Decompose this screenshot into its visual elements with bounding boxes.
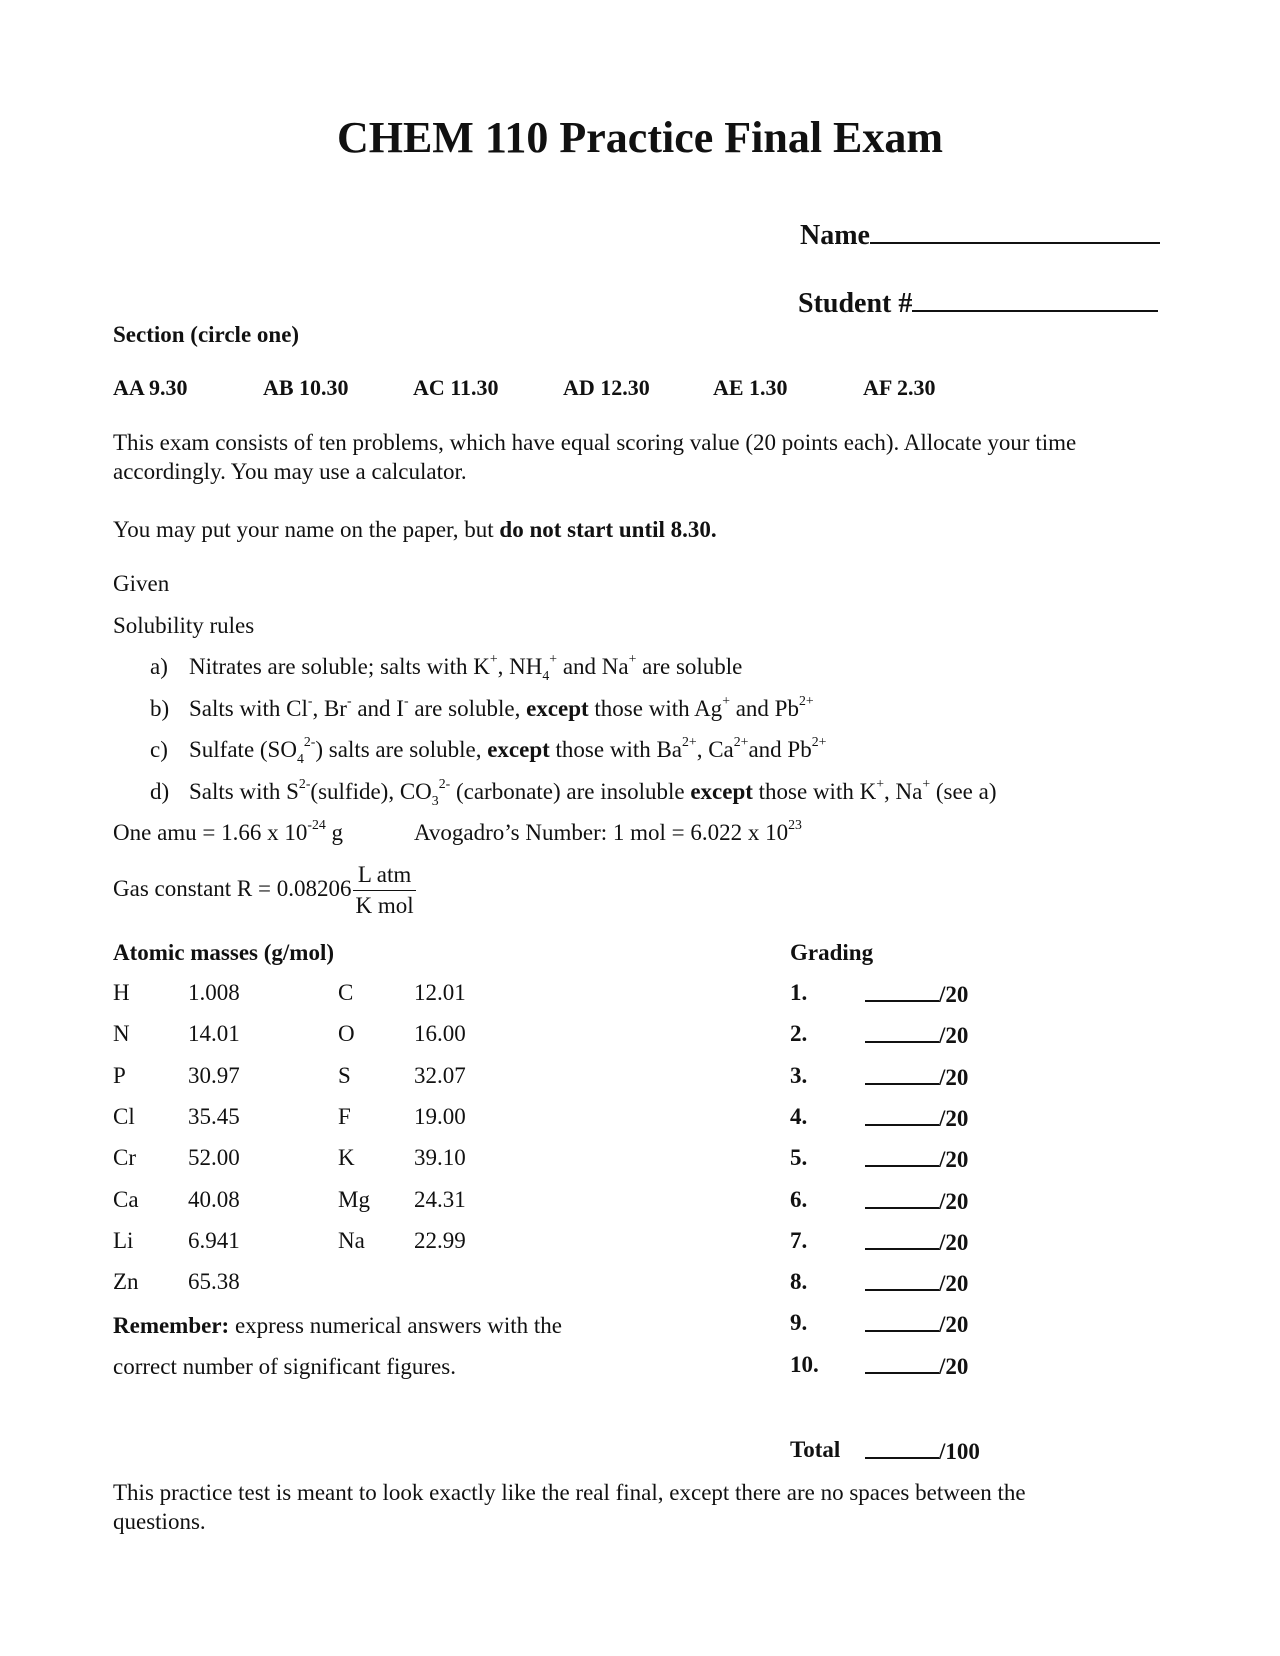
rule-text: are soluble,	[408, 696, 527, 721]
atomic-mass-value: 12.01	[414, 980, 466, 1005]
remember-note	[113, 1313, 562, 1339]
element-symbol: S	[338, 1063, 351, 1088]
start-time-warning: do not start until 8.30.	[499, 517, 717, 542]
charge: 2-	[298, 776, 311, 791]
rule-text: those with K	[752, 779, 877, 804]
score-blank[interactable]	[865, 1352, 939, 1374]
score-suffix: /20	[939, 1065, 969, 1090]
element-symbol: N	[113, 1021, 130, 1046]
rule-emphasis: except	[526, 696, 589, 721]
charge: +	[628, 651, 637, 666]
score-suffix: /20	[939, 1147, 969, 1172]
atomic-masses-heading: Atomic masses (g/mol)	[113, 940, 335, 965]
rule-text: Salts with S	[189, 779, 299, 804]
student-number-blank[interactable]	[912, 286, 1158, 312]
score-suffix: /20	[939, 1354, 969, 1379]
grading-question-number: 4.	[790, 1104, 808, 1129]
atomic-mass-value: 6.941	[188, 1228, 240, 1253]
grading-question-number: 8.	[790, 1269, 808, 1294]
charge: 2+	[682, 734, 697, 749]
student-number-field[interactable]	[798, 286, 1158, 320]
score-suffix: /20	[939, 1023, 969, 1048]
charge: 2+	[811, 734, 827, 749]
score-blank[interactable]	[865, 1310, 939, 1332]
rule-label: a)	[150, 654, 168, 679]
start-instruction	[113, 515, 1123, 544]
atomic-mass-value: 52.00	[188, 1145, 240, 1170]
start-instruction-text: You may put your name on the paper, but	[113, 517, 500, 542]
grading-heading: Grading	[790, 940, 874, 965]
total-score-blank[interactable]	[865, 1437, 939, 1459]
grading-question-number: 6.	[790, 1187, 808, 1212]
element-symbol: O	[338, 1021, 355, 1046]
solubility-heading: Solubility rules	[113, 613, 255, 638]
grading-score-field[interactable]	[865, 980, 968, 1008]
grading-score-field[interactable]	[865, 1352, 968, 1380]
rule-text: Nitrates are soluble; salts with K	[189, 654, 490, 679]
exam-title: CHEM 110 Practice Final Exam	[336, 113, 944, 162]
grading-score-field[interactable]	[865, 1187, 968, 1215]
grading-question-number: 7.	[790, 1228, 808, 1253]
element-symbol: P	[113, 1063, 126, 1088]
rule-label: b)	[150, 696, 170, 721]
element-symbol: Na	[338, 1228, 365, 1253]
score-blank[interactable]	[865, 1269, 939, 1291]
charge: 2-	[438, 776, 451, 791]
student-number-label: Student #	[798, 288, 913, 319]
exponent: -24	[307, 817, 326, 832]
section-option-ae[interactable]: AE 1.30	[713, 375, 788, 400]
grading-question-number: 2.	[790, 1021, 808, 1046]
score-blank[interactable]	[865, 980, 939, 1002]
charge: 2+	[798, 693, 814, 708]
atomic-mass-value: 1.008	[188, 980, 240, 1005]
section-option-ab[interactable]: AB 10.30	[263, 375, 349, 400]
rule-emphasis: except	[690, 779, 753, 804]
element-symbol: Ca	[113, 1187, 139, 1212]
score-suffix: /20	[939, 982, 969, 1007]
rule-text: and Na	[557, 654, 629, 679]
rule-text: (see a)	[930, 779, 997, 804]
section-option-ad[interactable]: AD 12.30	[563, 375, 650, 400]
fraction-denominator: K mol	[355, 893, 414, 918]
intro-paragraph: This exam consists of ten problems, which have equal scoring value (20 points each). Allocate your time accordingly. You may use a calculator.	[113, 430, 1077, 484]
rule-text: those with Ba	[549, 737, 683, 762]
rule-text: those with Ag	[588, 696, 723, 721]
solubility-rule-c	[150, 734, 827, 767]
given-heading: Given	[113, 571, 170, 596]
atomic-mass-value: 30.97	[188, 1063, 240, 1088]
grading-question-number: 10.	[790, 1352, 819, 1377]
charge: +	[549, 651, 558, 666]
solubility-rule-a	[150, 651, 743, 684]
rule-text: , Na	[883, 779, 923, 804]
section-option-ac[interactable]: AC 11.30	[413, 375, 499, 400]
rule-text: are soluble	[636, 654, 743, 679]
atomic-mass-value: 24.31	[414, 1187, 466, 1212]
name-field[interactable]	[800, 218, 1160, 252]
element-symbol: K	[338, 1145, 355, 1170]
grading-score-field[interactable]	[865, 1269, 968, 1297]
atomic-mass-value: 19.00	[414, 1104, 466, 1129]
rule-text: , NH	[497, 654, 543, 679]
gas-constant-label: Gas constant R = 0.08206	[113, 875, 352, 901]
rule-text: and Pb	[748, 737, 812, 762]
name-label: Name	[800, 220, 870, 251]
rule-text: ) salts are soluble,	[315, 737, 488, 762]
total-score-suffix: /100	[939, 1439, 980, 1464]
charge: +	[922, 776, 931, 791]
score-suffix: /20	[939, 1271, 969, 1296]
gas-constant	[113, 860, 416, 921]
grading-score-field[interactable]	[865, 1145, 968, 1173]
remember-label: Remember:	[113, 1313, 230, 1338]
remember-text: express numerical answers with the	[229, 1313, 562, 1338]
total-score-field[interactable]	[865, 1437, 980, 1465]
remember-note-continued: correct number of significant figures.	[113, 1354, 456, 1379]
score-suffix: /20	[939, 1106, 969, 1131]
element-symbol: Cr	[113, 1145, 136, 1170]
grading-score-field[interactable]	[865, 1021, 968, 1049]
total-label: Total	[790, 1437, 841, 1462]
grading-question-number: 9.	[790, 1310, 808, 1335]
score-blank[interactable]	[865, 1104, 939, 1126]
section-option-af[interactable]: AF 2.30	[863, 375, 936, 400]
solubility-rule-b	[150, 693, 814, 722]
atomic-mass-value: 16.00	[414, 1021, 466, 1046]
atomic-mass-value: 40.08	[188, 1187, 240, 1212]
score-blank[interactable]	[865, 1145, 939, 1167]
amu-constant	[113, 817, 344, 846]
atomic-mass-value: 32.07	[414, 1063, 466, 1088]
rule-text: (sulfide), CO	[310, 779, 432, 804]
section-option-aa[interactable]: AA 9.30	[113, 375, 188, 400]
element-symbol: H	[113, 980, 130, 1005]
name-blank[interactable]	[870, 218, 1160, 244]
exponent: 23	[788, 817, 802, 832]
element-symbol: Li	[113, 1228, 134, 1253]
rule-text: (carbonate) are insoluble	[450, 779, 691, 804]
charge: +	[722, 693, 730, 708]
avogadro-constant	[414, 817, 802, 846]
constant-unit: g	[325, 820, 344, 845]
score-suffix: /20	[939, 1230, 969, 1255]
section-heading: Section (circle one)	[113, 322, 300, 347]
charge: -	[307, 693, 313, 708]
element-symbol: Zn	[113, 1269, 139, 1294]
grading-score-field[interactable]	[865, 1104, 968, 1132]
grading-question-number: 1.	[790, 980, 808, 1005]
rule-emphasis: except	[487, 737, 550, 762]
charge: +	[489, 651, 498, 666]
rule-text: and I	[351, 696, 404, 721]
atomic-mass-value: 14.01	[188, 1021, 240, 1046]
rule-text: , Br	[312, 696, 347, 721]
element-symbol: C	[338, 980, 354, 1005]
footer-note: This practice test is meant to look exactly like the real final, except there are no spaces between the questions.	[113, 1480, 1026, 1534]
element-symbol: Mg	[338, 1187, 370, 1212]
score-blank[interactable]	[865, 1228, 939, 1250]
atomic-mass-value: 22.99	[414, 1228, 466, 1253]
element-symbol: Cl	[113, 1104, 135, 1129]
charge: +	[876, 776, 884, 791]
rule-text: Sulfate (SO	[189, 737, 297, 762]
atomic-mass-value: 39.10	[414, 1145, 466, 1170]
gas-constant-units	[353, 860, 415, 921]
charge: -	[346, 693, 352, 708]
charge: 2+	[733, 734, 749, 749]
atomic-mass-value: 65.38	[188, 1269, 240, 1294]
grading-question-number: 5.	[790, 1145, 808, 1170]
element-symbol: F	[338, 1104, 351, 1129]
constant-text: Avogadro’s Number: 1 mol = 6.022 x 10	[414, 820, 789, 845]
subscript: 4	[542, 668, 550, 684]
charge: 2-	[303, 734, 316, 749]
rule-label: c)	[150, 737, 168, 762]
grading-score-field[interactable]	[865, 1310, 968, 1338]
subscript: 4	[296, 751, 304, 767]
solubility-rule-d	[150, 776, 997, 809]
charge: -	[403, 693, 409, 708]
score-blank[interactable]	[865, 1063, 939, 1085]
constant-text: One amu = 1.66 x 10	[113, 820, 308, 845]
grading-question-number: 3.	[790, 1063, 808, 1088]
rule-text: and Pb	[729, 696, 799, 721]
score-suffix: /20	[939, 1189, 969, 1214]
fraction-numerator: L atm	[353, 860, 415, 891]
grading-score-field[interactable]	[865, 1228, 968, 1256]
score-blank[interactable]	[865, 1187, 939, 1209]
grading-score-field[interactable]	[865, 1063, 968, 1091]
score-blank[interactable]	[865, 1021, 939, 1043]
rule-text: Salts with Cl	[189, 696, 308, 721]
rule-text: , Ca	[696, 737, 734, 762]
atomic-mass-value: 35.45	[188, 1104, 240, 1129]
subscript: 3	[431, 793, 439, 809]
score-suffix: /20	[939, 1312, 969, 1337]
rule-label: d)	[150, 779, 170, 804]
